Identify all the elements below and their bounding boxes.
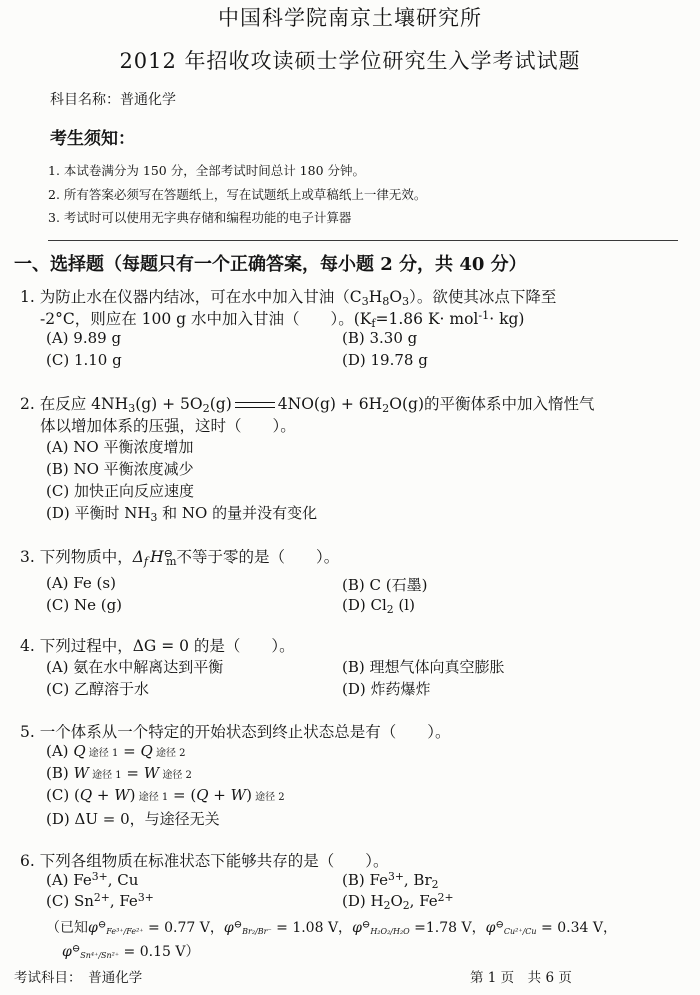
question-2-line-1: 2. 在反应 $4NH_3(g) + 5O_2(g) 4NO(g) + 6H_2O(g)$的平衡体系中加入惰性气 — [20, 395, 595, 416]
institute-title: 中国科学院南京土壤研究所 — [218, 6, 482, 30]
question-1-line-2: -2°C，则应在 100 g 水中加入甘油（ ）。($K_f=1.86$ K· mol$^{-1}$· kg) — [40, 308, 525, 331]
question-3-option-c: (C) Ne (g) — [46, 596, 123, 614]
question-1-option-c: (C) 1.10 g — [46, 351, 122, 369]
section-title: 一、选择题（每题只有一个正确答案，每小题 2 分，共 40 分） — [14, 254, 527, 275]
question-6-option-b: (B) $Fe^{3+}$, $Br_2$ — [342, 870, 439, 892]
question-5-option-c: (C) (Q + W) 途径 1 = (Q + W) 途径 2 — [46, 786, 285, 804]
question-3-option-a: (A) Fe (s) — [46, 574, 116, 592]
question-4-option-b: (B) 理想气体向真空膨胀 — [342, 658, 505, 676]
question-6-option-d: (D) $H_2O_2$, $Fe^{2+}$ — [342, 891, 454, 913]
notice-item: 3. 考试时可以使用无字典存储和编程功能的电子计算器 — [48, 210, 352, 225]
equilibrium-arrow-icon — [235, 400, 275, 410]
question-4-option-c: (C) 乙醇溶于水 — [46, 680, 149, 698]
question-5-option-b: (B) W 途径 1 = W 途径 2 — [46, 764, 192, 782]
question-4-stem: 4. 下列过程中，ΔG = 0 的是（ ）。 — [20, 637, 295, 655]
question-5-option-a: (A) Q 途径 1 = Q 途径 2 — [46, 742, 186, 760]
question-1-line-1: 1. 为防止水在仪器内结冰，可在水中加入甘油$(C_3H_8O_3)$。欲使其冰点下降至 — [20, 288, 557, 309]
question-4-option-a: (A) 氨在水中解离达到平衡 — [46, 658, 224, 676]
question-2-option-c: (C) 加快正向反应速度 — [46, 482, 194, 500]
question-1-option-d: (D) 19.78 g — [342, 351, 428, 369]
question-2-line-2: 体以增加体系的压强，这时（ ）。 — [40, 417, 296, 435]
exam-title: 2012 年招收攻读硕士学位研究生入学考试试题 — [119, 49, 581, 73]
question-4-option-d: (D) 炸药爆炸 — [342, 680, 431, 698]
question-2-option-a: (A) NO 平衡浓度增加 — [46, 438, 194, 456]
question-5-option-d: (D) ΔU = 0，与途径无关 — [46, 810, 220, 828]
subject-label: 科目名称： — [50, 92, 120, 108]
divider-line — [48, 240, 678, 241]
footer-page-number: 第 1 页 共 6 页 — [470, 970, 572, 986]
subject-name: 普通化学 — [120, 92, 176, 108]
question-1-option-b: (B) 3.30 g — [342, 329, 418, 347]
question-6-option-c: (C) $Sn^{2+}$, $Fe^{3+}$ — [46, 891, 154, 910]
question-6-stem: 6. 下列各组物质在标准状态下能够共存的是（ ）。 — [20, 852, 389, 870]
subject-line — [50, 89, 176, 109]
notice-heading: 考生须知： — [50, 129, 135, 149]
notice-item: 2. 所有答案必须写在答题纸上，写在试题纸上或草稿纸上一律无效。 — [48, 187, 427, 202]
question-1-option-a: (A) 9.89 g — [46, 329, 122, 347]
question-6-option-a: (A) $Fe^{3+}$, Cu — [46, 870, 139, 889]
question-2-option-b: (B) NO 平衡浓度减少 — [46, 460, 194, 478]
question-3-option-b: (B) C (石墨) — [342, 576, 428, 594]
question-3-stem: 3. 下列物质中，$\Delta_f$ $H^⊖_m$不等于零的是（ ）。 — [20, 546, 340, 569]
question-2-option-d: (D) 平衡时 $NH_3$ 和 NO 的量并没有变化 — [46, 504, 318, 525]
notice-item: 1. 本试卷满分为 150 分，全部考试时间总计 180 分钟。 — [48, 163, 366, 178]
question-3-option-d: (D) $Cl_2$ (l) — [342, 596, 415, 617]
question-6-known-potentials-cont: $\varphi^⊖_{Sn^{4+}/Sn^{2+}} = 0.15$ V） — [62, 943, 200, 961]
question-6-known-potentials: （已知$\varphi^⊖_{Fe^{3+}/Fe^{2+}} = 0.77$ V，$\varphi^⊖_{Br_2/Br^-} = 1.08$ V，$\varphi^⊖_{H_2O_2/H_2O} =1.78$ V，$\varphi^⊖_{Cu^{2+}/Cu} = 0.34$ V， — [46, 919, 617, 937]
question-5-stem: 5. 一个体系从一个特定的开始状态到终止状态总是有（ ）。 — [20, 723, 451, 741]
footer-subject: 考试科目： 普通化学 — [14, 970, 143, 986]
